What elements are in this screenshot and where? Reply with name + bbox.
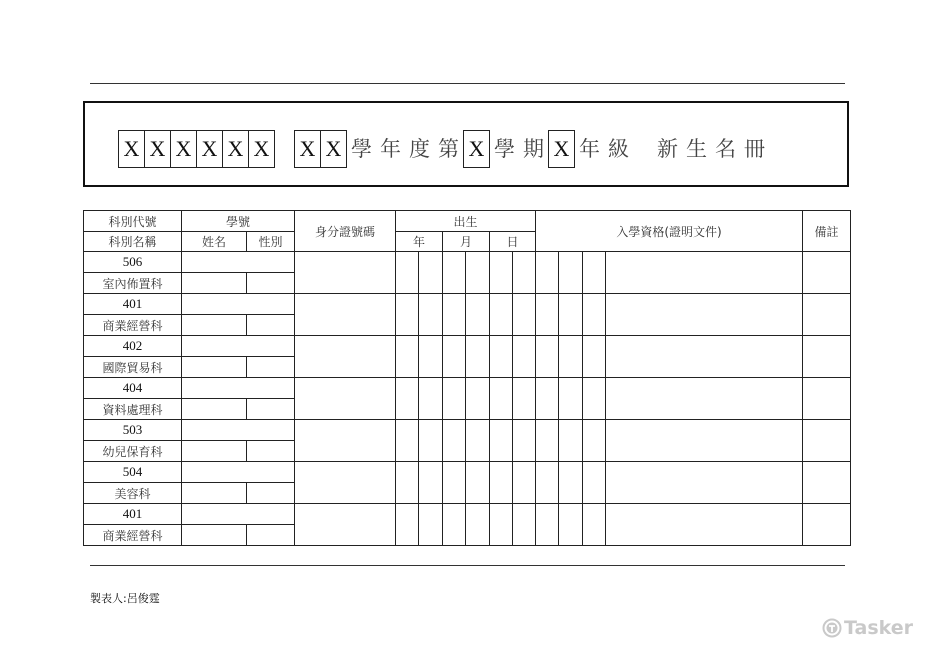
title-row [118,130,769,168]
birth-day-cell[interactable] [490,252,513,294]
title-text: 新 [657,137,678,161]
admission-check-cell[interactable] [559,504,583,546]
student-id-cell[interactable] [182,294,295,315]
birth-month-cell[interactable] [466,336,490,378]
admission-check-cell[interactable] [559,252,583,294]
dept-code-cell: 402 [84,336,182,357]
school-code-box[interactable]: X [248,130,275,168]
title-text: 年 [579,137,600,161]
birth-year-cell[interactable] [419,462,443,504]
student-id-cell[interactable] [182,504,295,525]
table-row [84,294,851,315]
student-id-cell[interactable] [182,462,295,483]
student-id-cell[interactable] [182,378,295,399]
student-id-cell[interactable] [182,420,295,441]
header-birth-year: 年 [396,232,443,252]
header-gender: 性別 [247,232,295,252]
admission-check-cell[interactable] [559,378,583,420]
title-box [83,101,849,187]
name-cell[interactable] [182,273,247,294]
birth-day-cell[interactable] [490,420,513,462]
remarks-cell[interactable] [803,294,851,336]
birth-month-cell[interactable] [443,420,466,462]
admission-check-cell[interactable] [583,504,606,546]
gender-cell[interactable] [247,273,295,294]
header-name: 姓名 [182,232,247,252]
name-cell[interactable] [182,441,247,462]
id-number-cell[interactable] [295,294,396,336]
dept-name-cell: 國際貿易科 [84,357,182,378]
year-box[interactable]: X [294,130,321,168]
gender-cell[interactable] [247,315,295,336]
bottom-rule [90,565,845,566]
gender-cell[interactable] [247,525,295,546]
birth-month-cell[interactable] [466,462,490,504]
title-text: 學 [351,137,372,161]
birth-year-cell[interactable] [419,294,443,336]
birth-day-cell[interactable] [490,378,513,420]
school-code-box[interactable]: X [222,130,249,168]
birth-day-cell[interactable] [490,504,513,546]
admission-check-cell[interactable] [536,336,559,378]
header-id-number: 身分證號碼 [295,211,396,252]
admission-check-cell[interactable] [536,294,559,336]
birth-month-cell[interactable] [466,420,490,462]
dept-code-cell: 401 [84,294,182,315]
tasker-logo-icon [822,618,842,638]
grade-box[interactable]: X [548,130,575,168]
name-cell[interactable] [182,357,247,378]
header-remarks: 備註 [803,211,851,252]
admission-doc-cell[interactable] [606,252,803,294]
birth-year-cell[interactable] [419,420,443,462]
admission-doc-cell[interactable] [606,420,803,462]
birth-year-cell[interactable] [396,378,419,420]
table-row [84,252,851,273]
gender-cell[interactable] [247,483,295,504]
remarks-cell[interactable] [803,420,851,462]
admission-check-cell[interactable] [536,420,559,462]
birth-month-cell[interactable] [443,294,466,336]
birth-year-cell[interactable] [396,252,419,294]
school-code-box[interactable]: X [170,130,197,168]
admission-check-cell[interactable] [559,294,583,336]
title-text: 生 [686,137,707,161]
school-code-box[interactable]: X [144,130,171,168]
remarks-cell[interactable] [803,378,851,420]
birth-month-cell[interactable] [443,504,466,546]
birth-year-cell[interactable] [419,252,443,294]
birth-year-cell[interactable] [396,294,419,336]
header-dept-code: 科別代號 [84,211,182,232]
id-number-cell[interactable] [295,504,396,546]
birth-day-cell[interactable] [513,378,536,420]
admission-check-cell[interactable] [559,420,583,462]
admission-check-cell[interactable] [536,504,559,546]
birth-year-cell[interactable] [396,504,419,546]
gender-cell[interactable] [247,399,295,420]
admission-doc-cell[interactable] [606,294,803,336]
birth-month-cell[interactable] [443,378,466,420]
remarks-cell[interactable] [803,504,851,546]
admission-doc-cell[interactable] [606,336,803,378]
birth-year-cell[interactable] [396,336,419,378]
gender-cell[interactable] [247,357,295,378]
student-id-cell[interactable] [182,336,295,357]
table-row [84,378,851,399]
remarks-cell[interactable] [803,336,851,378]
semester-box[interactable]: X [463,130,490,168]
birth-month-cell[interactable] [443,336,466,378]
title-text: 學 [494,137,515,161]
admission-doc-cell[interactable] [606,378,803,420]
title-text: 度 [409,137,430,161]
birth-year-cell[interactable] [396,420,419,462]
year-boxes [295,130,347,168]
birth-day-cell[interactable] [513,252,536,294]
birth-month-cell[interactable] [466,378,490,420]
birth-day-cell[interactable] [513,462,536,504]
dept-name-cell: 商業經營科 [84,525,182,546]
title-text: 名 [715,137,736,161]
admission-check-cell[interactable] [559,336,583,378]
admission-check-cell[interactable] [583,462,606,504]
birth-day-cell[interactable] [490,336,513,378]
admission-check-cell[interactable] [583,420,606,462]
birth-month-cell[interactable] [443,252,466,294]
id-number-cell[interactable] [295,378,396,420]
gender-cell[interactable] [247,441,295,462]
birth-day-cell[interactable] [490,294,513,336]
birth-day-cell[interactable] [513,336,536,378]
id-number-cell[interactable] [295,462,396,504]
header-student-id: 學號 [182,211,295,232]
table-row [84,420,851,441]
birth-month-cell[interactable] [466,294,490,336]
roster-table [83,210,851,546]
birth-year-cell[interactable] [419,504,443,546]
school-code-boxes [119,130,275,168]
dept-code-cell: 506 [84,252,182,273]
header-dept-name: 科別名稱 [84,232,182,252]
birth-day-cell[interactable] [490,462,513,504]
dept-name-cell: 室內佈置科 [84,273,182,294]
title-text: 第 [438,137,459,161]
name-cell[interactable] [182,483,247,504]
dept-code-cell: 404 [84,378,182,399]
year-box[interactable]: X [320,130,347,168]
birth-day-cell[interactable] [513,504,536,546]
top-rule [90,83,845,84]
title-text: 冊 [744,137,765,161]
admission-check-cell[interactable] [583,252,606,294]
table-row [84,462,851,483]
name-cell[interactable] [182,399,247,420]
watermark [822,617,913,639]
admission-doc-cell[interactable] [606,462,803,504]
header-birth-day: 日 [490,232,536,252]
remarks-cell[interactable] [803,252,851,294]
birth-day-cell[interactable] [513,420,536,462]
title-text: 級 [608,137,629,161]
admission-check-cell[interactable] [583,378,606,420]
school-code-box[interactable]: X [196,130,223,168]
name-cell[interactable] [182,525,247,546]
title-text: 年 [380,137,401,161]
table-row [84,336,851,357]
watermark-text: Tasker [844,617,914,639]
header-admission: 入學資格(證明文件) [536,211,803,252]
dept-name-cell: 幼兒保育科 [84,441,182,462]
id-number-cell[interactable] [295,252,396,294]
dept-name-cell: 美容科 [84,483,182,504]
admission-check-cell[interactable] [583,294,606,336]
dept-name-cell: 商業經營科 [84,315,182,336]
student-id-cell[interactable] [182,252,295,273]
birth-year-cell[interactable] [396,462,419,504]
dept-code-cell: 503 [84,420,182,441]
birth-month-cell[interactable] [466,252,490,294]
remarks-cell[interactable] [803,462,851,504]
name-cell[interactable] [182,315,247,336]
birth-year-cell[interactable] [419,336,443,378]
title-text: 期 [523,137,544,161]
admission-check-cell[interactable] [559,462,583,504]
dept-code-cell: 401 [84,504,182,525]
header-birth: 出生 [396,211,536,232]
school-code-box[interactable]: X [118,130,145,168]
dept-code-cell: 504 [84,462,182,483]
admission-check-cell[interactable] [536,252,559,294]
birth-year-cell[interactable] [419,378,443,420]
header-birth-month: 月 [443,232,490,252]
admission-check-cell[interactable] [536,462,559,504]
dept-name-cell: 資料處理科 [84,399,182,420]
id-number-cell[interactable] [295,420,396,462]
admission-doc-cell[interactable] [606,504,803,546]
admission-check-cell[interactable] [536,378,559,420]
table-row [84,504,851,525]
birth-month-cell[interactable] [466,504,490,546]
prepared-by: 製表人:呂俊霆 [90,592,160,605]
admission-check-cell[interactable] [583,336,606,378]
birth-day-cell[interactable] [513,294,536,336]
id-number-cell[interactable] [295,336,396,378]
birth-month-cell[interactable] [443,462,466,504]
